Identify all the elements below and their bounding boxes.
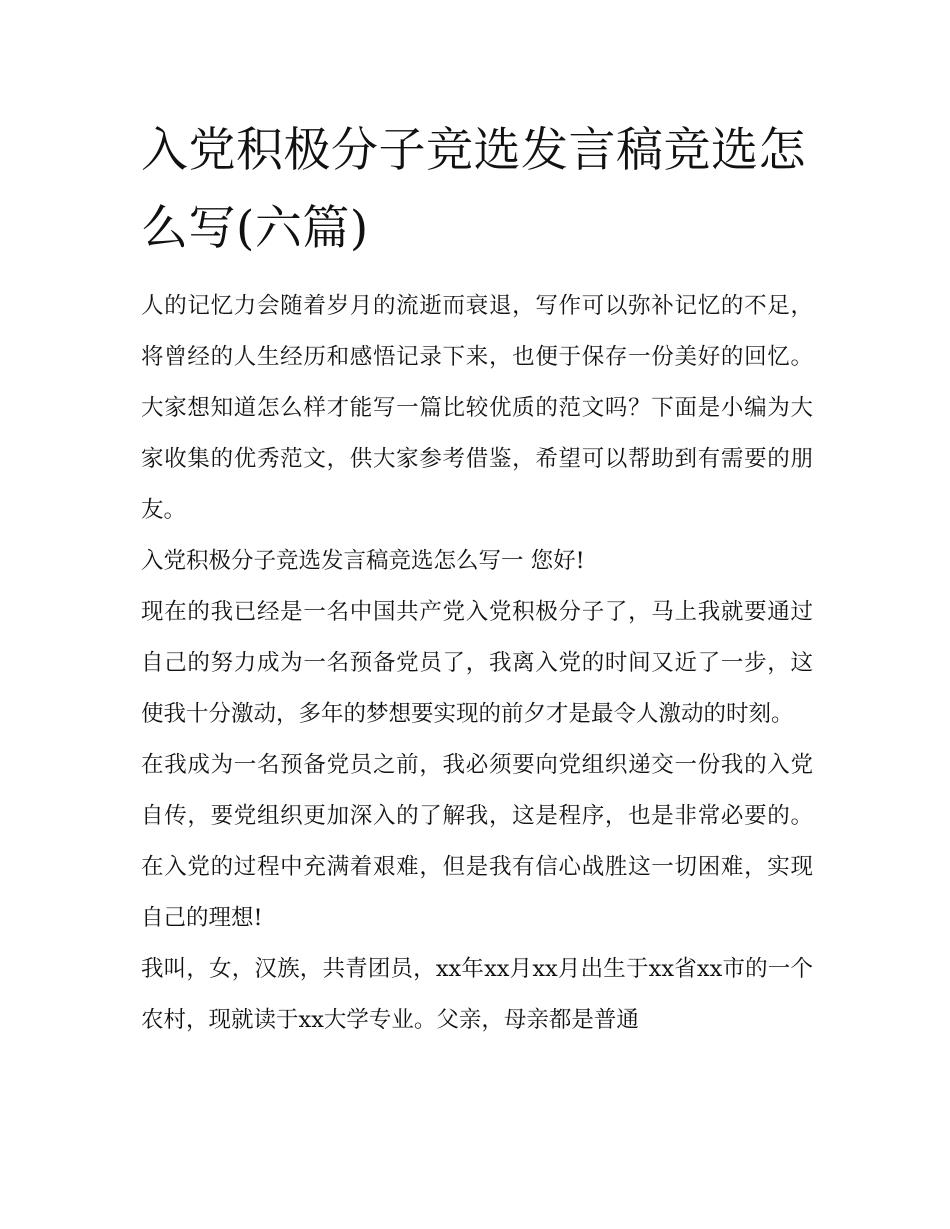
paragraph-intro: 人的记忆力会随着岁月的流逝而衰退，写作可以弥补记忆的不足，将曾经的人生经历和感悟记录下来，也便于保存一份美好的回忆。大家想知道怎么样才能写一篇比较优质的范文吗？下面是小编为大家收集的优秀范文，供大家参考借鉴，希望可以帮助到有需要的朋友。 (141, 293, 813, 523)
paragraph-body-3: 我叫，女，汉族，共青团员，xx年xx月xx月出生于xx省xx市的一个农村，现就读于xx大学专业。父亲，母亲都是普通 (141, 956, 813, 1033)
paragraph-body-2: 在我成为一名预备党员之前，我必须要向党组织递交一份我的入党自传，要党组织更加深入的了解我，这是程序，也是非常必要的。在入党的过程中充满着艰难，但是我有信心战胜这一切困难，实现自己的理想! (141, 752, 813, 931)
paragraph-section-heading: 入党积极分子竞选发言稿竞选怎么写一 您好! (141, 548, 585, 574)
document-page (141, 112, 813, 1046)
paragraph-body-1: 现在的我已经是一名中国共产党入党积极分子了，马上我就要通过自己的努力成为一名预备党员了，我离入党的时间又近了一步，这使我十分激动，多年的梦想要实现的前夕才是最令人激动的时刻。 (141, 599, 813, 727)
document-title: 入党积极分子竞选发言稿竞选怎么写(六篇) (141, 123, 806, 256)
